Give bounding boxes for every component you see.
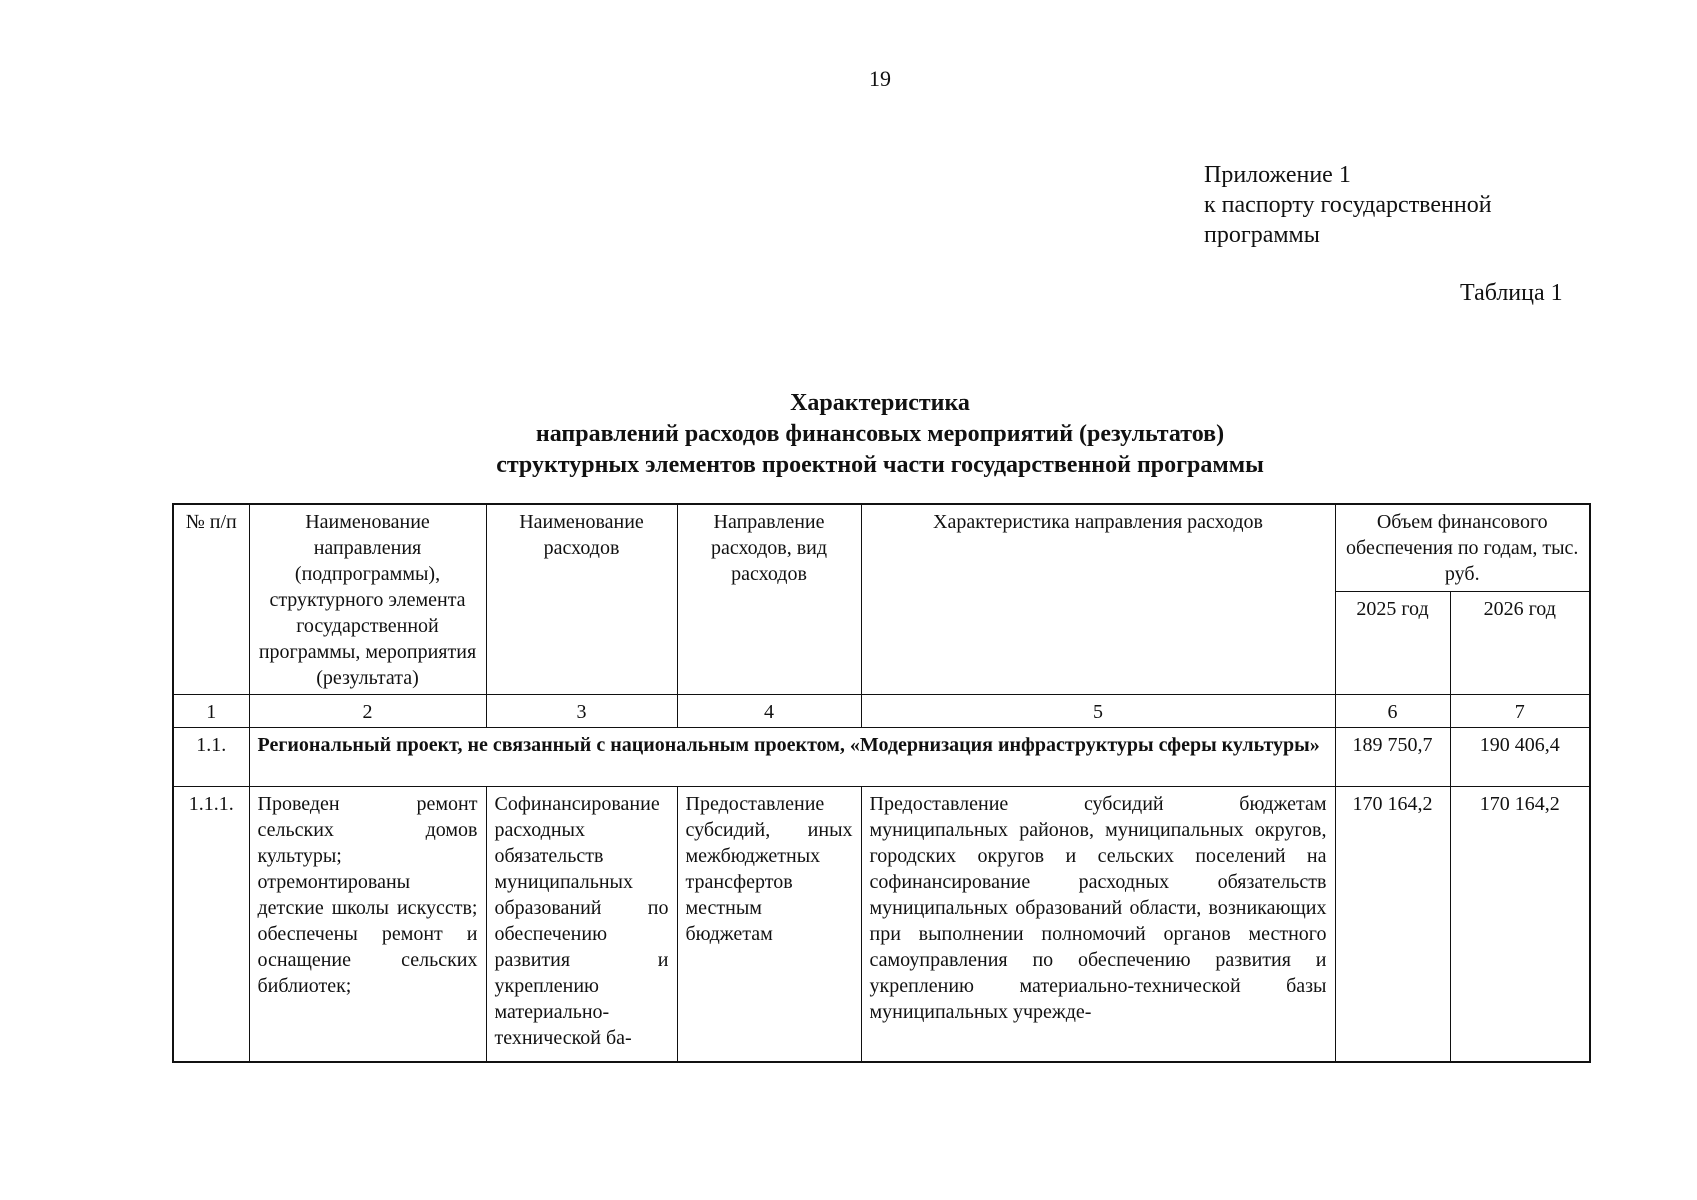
table-row	[173, 787, 1590, 1063]
row-num: 1.1.1.	[173, 787, 249, 1063]
column-number: 2	[249, 695, 486, 728]
appendix-line-1: Приложение 1	[1204, 162, 1351, 188]
row-y2026: 170 164,2	[1450, 787, 1590, 1063]
appendix-note	[1204, 160, 1492, 250]
column-number: 7	[1450, 695, 1590, 728]
header-characteristic: Характеристика направления расходов	[861, 504, 1335, 695]
column-number: 3	[486, 695, 677, 728]
appendix-line-2: к паспорту государственной	[1204, 192, 1492, 218]
header-num: № п/п	[173, 504, 249, 695]
document-title	[0, 388, 1697, 481]
expenses-table	[172, 503, 1591, 1063]
section-y2026: 190 406,4	[1450, 728, 1590, 787]
section-title: Региональный проект, не связанный с национальным проектом, «Модернизация инфраструктуры сферы культуры»	[249, 728, 1335, 787]
row-expense-name: Софинансирование расходных обязательств муниципальных образований по обеспечению развития и укреплению материально-технической ба-	[486, 787, 677, 1063]
appendix-line-3: программы	[1204, 222, 1320, 248]
header-volume: Объем финансового обеспечения по годам, тыс. руб.	[1335, 504, 1590, 592]
page-number: 19	[869, 66, 891, 91]
row-results: Проведен ремонт сельских домов культуры; отремонтированы детские школы искусств; обеспечены ремонт и оснащение сельских библиотек;	[249, 787, 486, 1063]
section-row	[173, 728, 1590, 787]
title-line-3: структурных элементов проектной части государственной программы	[496, 452, 1264, 478]
column-numbers-row	[173, 695, 1590, 728]
column-number: 5	[861, 695, 1335, 728]
title-line-2: направлений расходов финансовых мероприятий (результатов)	[535, 421, 1225, 447]
header-year-2026: 2026 год	[1450, 592, 1590, 695]
row-y2025: 170 164,2	[1335, 787, 1450, 1063]
table-label: Таблица 1	[1460, 280, 1563, 306]
row-characteristic: Предоставление субсидий бюджетам муниципальных районов, муниципальных округов, городских округов и сельских поселений на софинансирование расходных обязательств муниципальных образований области, возникающих при выполнении полномочий органов местного самоуправления по обеспечению развития и укреплению материально-технической базы муниципальных учрежде-	[861, 787, 1335, 1063]
header-name: Наименование направления (подпрограммы), структурного элемента государственной программы, мероприятия (результата)	[249, 504, 486, 695]
section-num: 1.1.	[173, 728, 249, 787]
header-row	[173, 504, 1590, 592]
column-number: 4	[677, 695, 861, 728]
section-y2025: 189 750,7	[1335, 728, 1450, 787]
column-number: 6	[1335, 695, 1450, 728]
title-line-1: Характеристика	[790, 390, 970, 416]
row-direction: Предоставление субсидий, иных межбюджетных трансфертов местным бюджетам	[677, 787, 861, 1063]
column-number: 1	[173, 695, 249, 728]
header-year-2025: 2025 год	[1335, 592, 1450, 695]
header-expense-name: Наименование расходов	[486, 504, 677, 695]
header-direction: Направление расходов, вид расходов	[677, 504, 861, 695]
